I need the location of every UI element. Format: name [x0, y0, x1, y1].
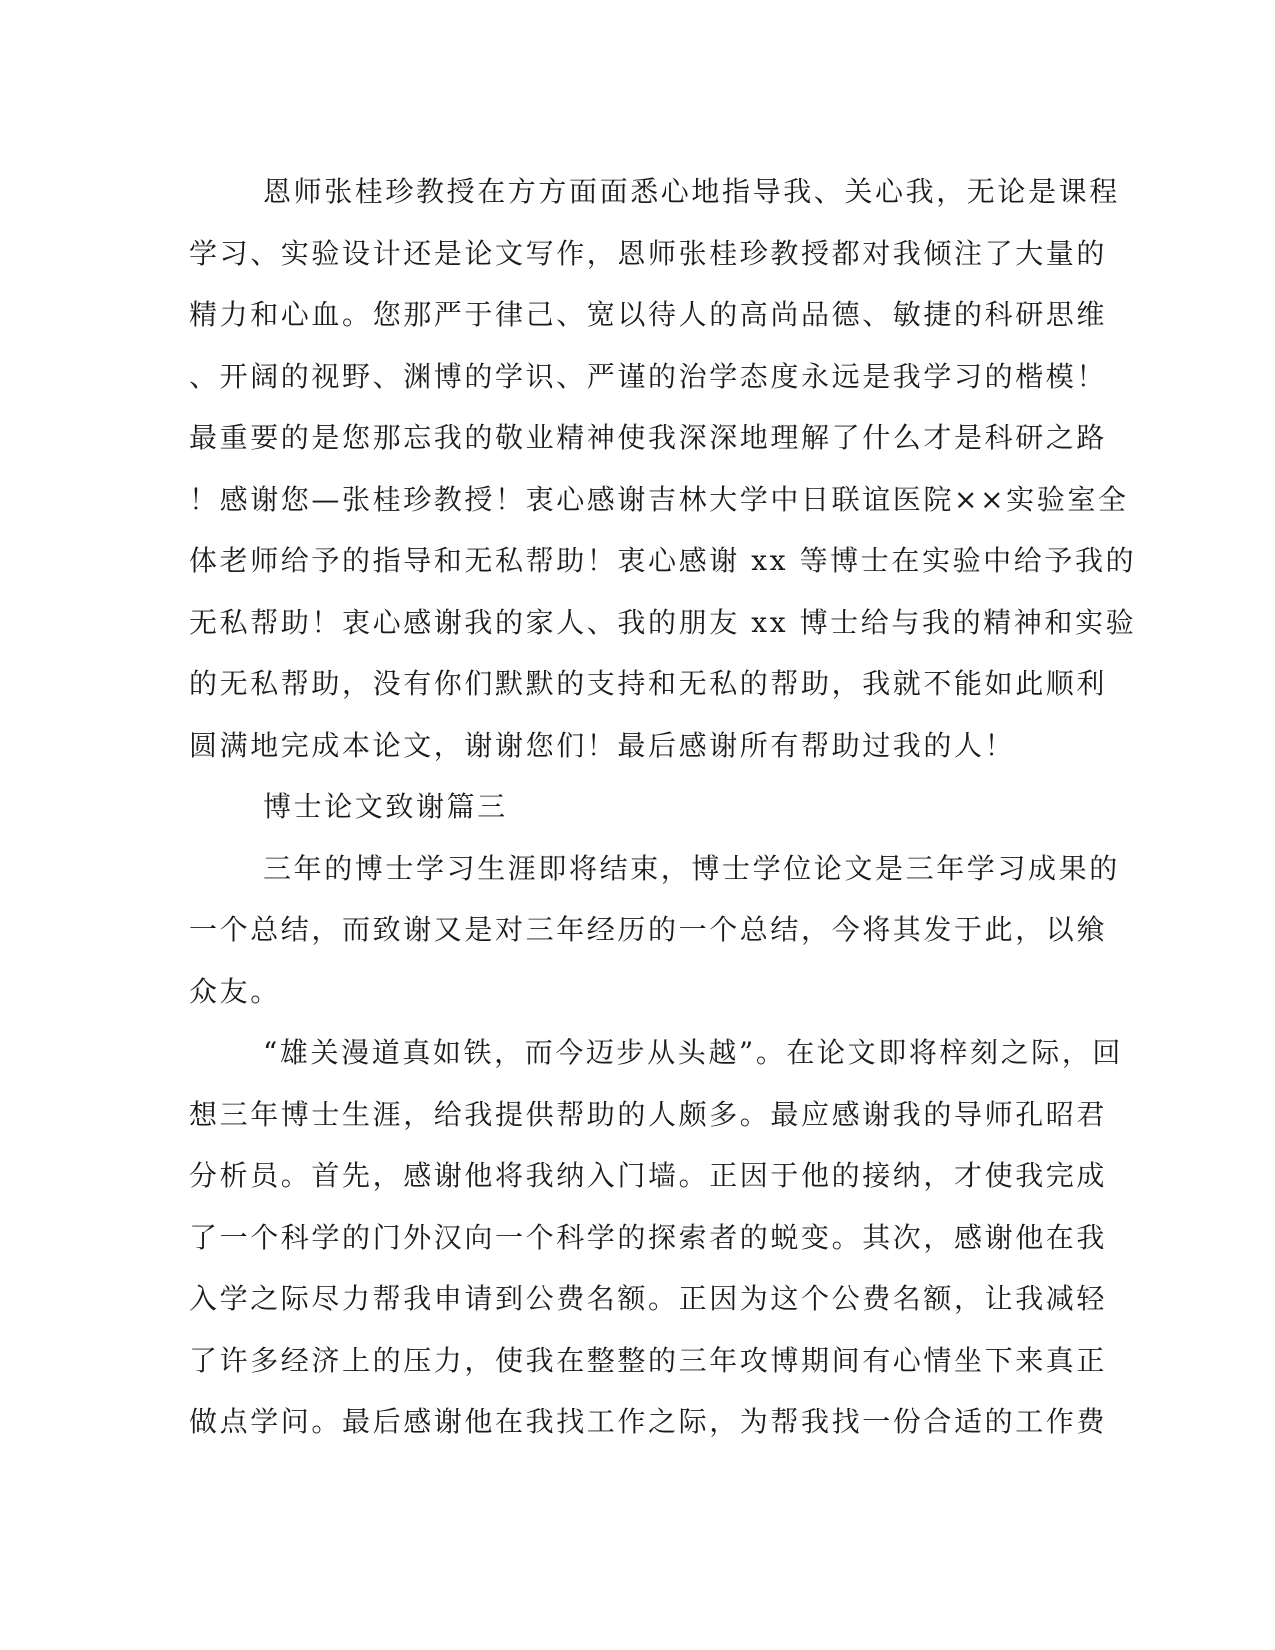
text-line: 圆满地完成本论文，谢谢您们！最后感谢所有帮助过我的人！: [189, 728, 1016, 762]
paragraph-intro: [189, 838, 1120, 1023]
text-line: 无私帮助！衷心感谢我的家人、我的朋友 xx 博士给与我的精神和实验: [189, 605, 1137, 639]
paragraph-advisor-thanks: [189, 1022, 1124, 1453]
text-line: 的无私帮助，没有你们默默的支持和无私的帮助，我就不能如此顺利: [189, 667, 1108, 700]
text-line: 分析员。首先，感谢他将我纳入门墙。正因于他的接纳，才使我完成: [189, 1159, 1108, 1192]
text-line: 精力和心血。您那严于律己、宽以待人的高尚品德、敏捷的科研思维: [189, 298, 1108, 331]
document-body: [189, 161, 1137, 1453]
text-line: 做点学问。最后感谢他在我找工作之际，为帮我找一份合适的工作费: [189, 1405, 1108, 1438]
text-line: 学习、实验设计还是论文写作，恩师张桂珍教授都对我倾注了大量的: [189, 236, 1108, 270]
paragraph-acknowledgement-advisor: [189, 161, 1137, 776]
text-line: 众友。: [189, 974, 281, 1008]
text-line: ！感谢您—张桂珍教授！衷心感谢吉林大学中日联谊医院××实验室全: [189, 482, 1129, 516]
text-line: 最重要的是您那忘我的敬业精神使我深深地理解了什么才是科研之路: [189, 421, 1108, 454]
text-line: 三年的博士学习生涯即将结束，博士学位论文是三年学习成果的: [263, 851, 1120, 885]
text-line: 、开阔的视野、渊博的学识、严谨的治学态度永远是我学习的楷模！: [189, 359, 1108, 393]
text-line: 了一个科学的门外汉向一个科学的探索者的蜕变。其次，感谢他在我: [189, 1220, 1108, 1254]
text-line: 体老师给予的指导和无私帮助！衷心感谢 xx 等博士在实验中给予我的: [189, 544, 1137, 577]
text-line: 恩师张桂珍教授在方方面面悉心地指导我、关心我，无论是课程: [263, 175, 1120, 208]
section-heading: 博士论文致谢篇三: [263, 790, 508, 823]
text-line: 一个总结，而致谢又是对三年经历的一个总结，今将其发于此，以飨: [189, 913, 1108, 946]
text-line: 想三年博士生涯，给我提供帮助的人颇多。最应感谢我的导师孔昭君: [189, 1097, 1108, 1131]
text-line: “雄关漫道真如铁，而今迈步从头越”。在论文即将梓刻之际，回: [263, 1036, 1124, 1069]
text-line: 入学之际尽力帮我申请到公费名额。正因为这个公费名额，让我减轻: [189, 1282, 1108, 1315]
text-line: 了许多经济上的压力，使我在整整的三年攻博期间有心情坐下来真正: [189, 1343, 1108, 1377]
